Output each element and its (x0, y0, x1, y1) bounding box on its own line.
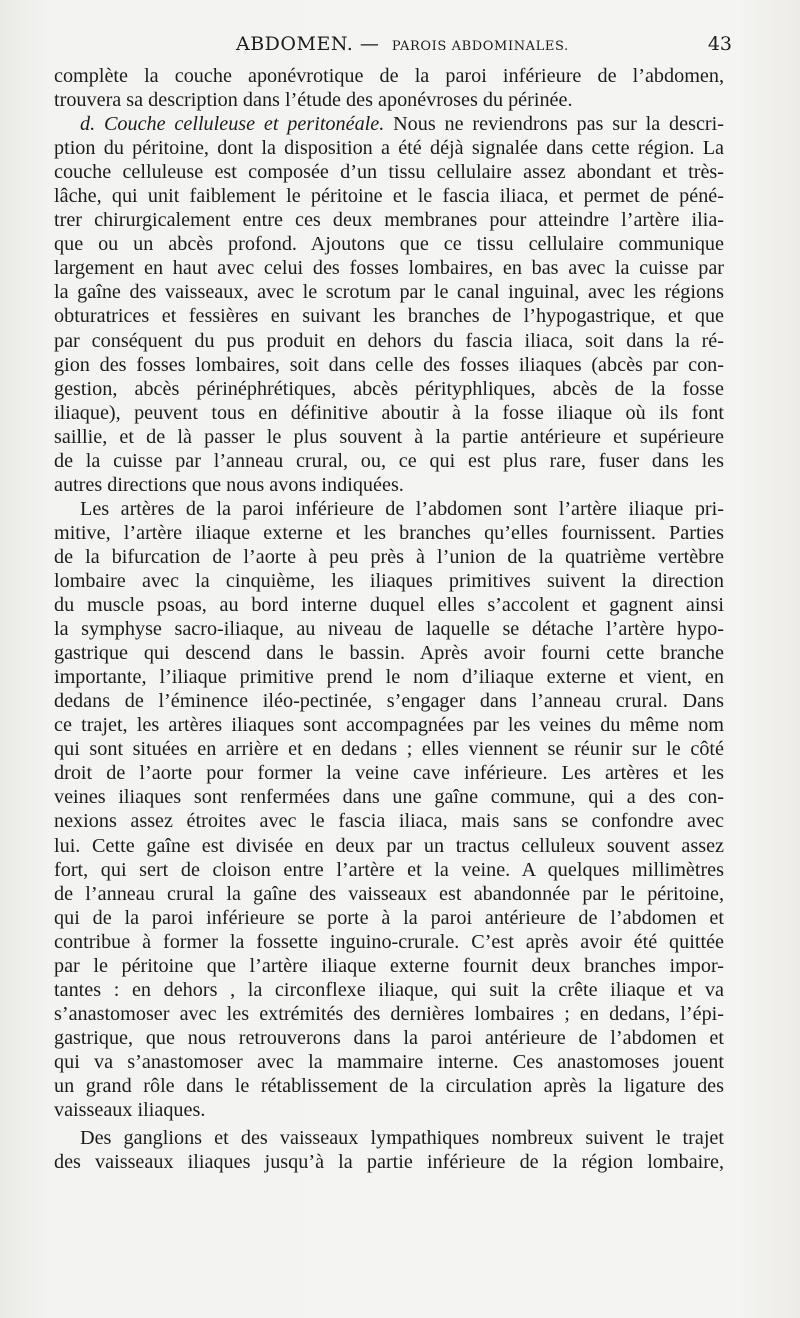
text-line: gestion, abcès périnéphrétiques, abcès pérityphliques, abcès de la fosse (54, 377, 724, 400)
text-line: gastrique, que nous retrouverons dans la paroi antérieure de l’abdomen et (54, 1026, 724, 1049)
text-line: iliaque), peuvent tous en définitive aboutir à la fosse iliaque où ils font (54, 401, 724, 424)
text-line: gion des fosses lombaires, soit dans celle des fosses iliaques (abcès par con- (54, 353, 724, 376)
text-line: de la cuisse par l’anneau crural, ou, ce qui est plus rare, fuser dans les (54, 449, 724, 472)
text-line: gastrique qui descend dans le bassin. Après avoir fourni cette branche (54, 642, 724, 665)
text-line-rest: Nous ne reviendrons pas sur la descri- (384, 113, 724, 136)
text-line: contribue à former la fossette inguino-crurale. C’est après avoir été quittée (54, 930, 724, 953)
text-line: lombaire avec la cinquième, les iliaques primitives suivent la direction (54, 569, 724, 592)
text-line: droit de l’aorte pour former la veine cave inférieure. Les artères et les (54, 762, 724, 785)
text-line: un grand rôle dans le rétablissement de la circulation après la ligature des (54, 1074, 724, 1097)
section-subtitle: PAROIS ABDOMINALES. (391, 39, 569, 54)
text-line: largement en haut avec celui des fosses lombaires, en bas avec la cuisse par (54, 257, 724, 280)
text-line: s’anastomoser avec les extrémités des dernières lombaires ; en dedans, l’épi- (54, 1002, 724, 1025)
text-line: complète la couche aponévrotique de la paroi inférieure de l’abdomen, (54, 65, 724, 87)
text-line: par le péritoine que l’artère iliaque externe fournit deux branches impor- (54, 954, 724, 977)
text-line: veines iliaques sont renfermées dans une gaîne commune, qui a des con- (54, 786, 724, 809)
text-line: ption du péritoine, dont la disposition a été déjà signalée dans cette région. La (54, 137, 724, 160)
body-text (54, 64, 724, 1174)
text-line: Les artères de la paroi inférieure de l’abdomen sont l’artère iliaque pri- (80, 497, 724, 520)
text-line: mitive, l’artère iliaque externe et les branches qu’elles fournissent. Parties (54, 521, 724, 544)
text-line: tantes : en dehors , la circonflexe iliaque, qui suit la crête iliaque et va (54, 978, 724, 1001)
text-line: que ou un abcès profond. Ajoutons que ce tissu cellulaire communique (54, 233, 724, 256)
text-line: ce trajet, les artères iliaques sont accompagnées par les veines du même nom (54, 714, 724, 737)
text-line: de l’anneau crural la gaîne des vaisseaux est abandonnée par le péritoine, (54, 882, 724, 905)
text-line: fort, qui sert de cloison entre l’artère et la veine. A quelques millimètres (54, 858, 724, 881)
text-line: nexions assez étroites avec le fascia iliaca, mais sans se confondre avec (54, 810, 724, 833)
text-line: qui de la paroi inférieure se porte à la paroi antérieure de l’abdomen et (54, 906, 724, 929)
text-line: dedans de l’éminence iléo-pectinée, s’engager dans l’anneau crural. Dans (54, 690, 724, 713)
text-line: par conséquent du pus produit en dehors du fascia iliaca, soit dans la ré- (54, 329, 724, 352)
chapter-title: ABDOMEN. (236, 33, 354, 55)
text-line: trer chirurgicalement entre ces deux membranes pour atteindre l’artère ilia- (54, 209, 724, 232)
text-line: de la bifurcation de l’aorte à peu près à l’union de la quatrième vertèbre (54, 545, 724, 568)
text-line: importante, l’iliaque primitive prend le nom d’iliaque externe et vient, en (54, 666, 724, 689)
page-number: 43 (707, 33, 732, 55)
text-line: du muscle psoas, au bord interne duquel elles s’accolent et gagnent ainsi (54, 594, 724, 617)
running-title (236, 33, 569, 55)
text-line: couche celluleuse est composée d’un tissu cellulaire assez abondant et très- (54, 161, 724, 184)
text-line: qui sont situées en arrière et en dedans ; elles viennent se réunir sur le côté (54, 738, 724, 761)
title-separator: — (359, 33, 380, 55)
text-line: obturatrices et fessières en suivant les branches de l’hypogastrique, et que (54, 305, 724, 328)
section-heading: d. Couche celluleuse et peritonéale. (80, 113, 385, 136)
text-line: la symphyse sacro-iliaque, au niveau de laquelle se détache l’artère hypo- (54, 618, 724, 641)
text-line: saillie, et de là passer le plus souvent à la partie antérieure et supérieure (54, 425, 724, 448)
text-line: autres directions que nous avons indiquées. (54, 473, 404, 496)
text-line: qui va s’anastomoser avec la mammaire interne. Ces anastomoses jouent (54, 1050, 724, 1073)
running-head (56, 33, 732, 59)
section-heading-line (54, 112, 724, 136)
text-line: Des ganglions et des vaisseaux lympathiques nombreux suivent le trajet (80, 1127, 724, 1150)
text-line: lui. Cette gaîne est divisée en deux par un tractus celluleux souvent assez (54, 834, 724, 857)
text-line: la gaîne des vaisseaux, avec le scrotum par le canal inguinal, avec les régions (54, 281, 724, 304)
text-line: lâche, qui unit faiblement le péritoine et le fascia iliaca, et permet de péné- (54, 185, 724, 208)
text-line: vaisseaux iliaques. (54, 1099, 206, 1122)
text-line: des vaisseaux iliaques jusqu’à la partie inférieure de la région lombaire, (54, 1151, 724, 1174)
text-line: trouvera sa description dans l’étude des aponévroses du périnée. (54, 89, 573, 112)
